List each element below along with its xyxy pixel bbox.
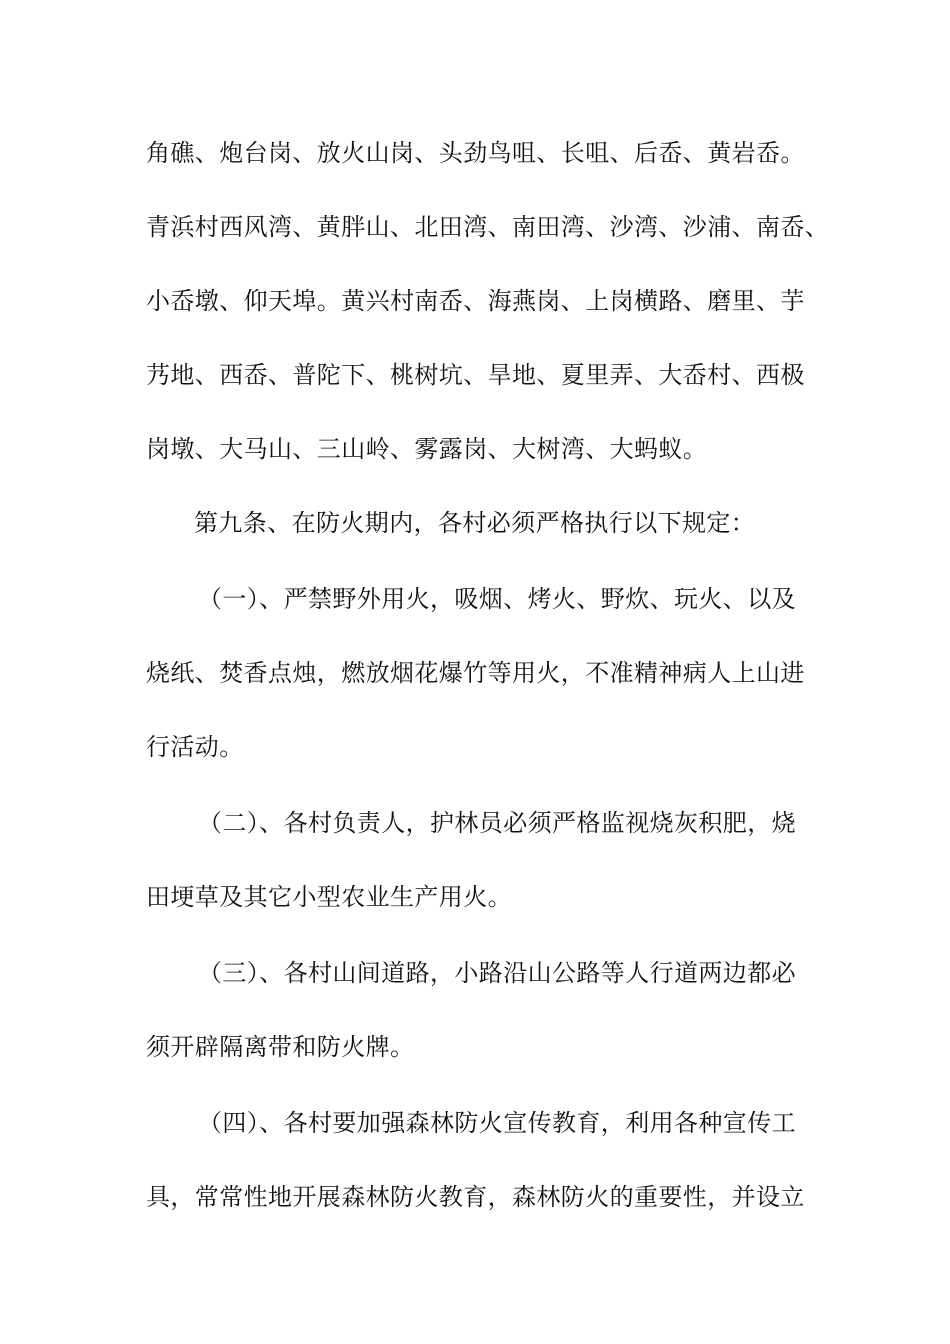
text-line: 小岙墩、仰天埠。黄兴村南岙、海燕岗、上岗横路、磨里、芋 bbox=[146, 287, 805, 315]
text-line: 青浜村西风湾、黄胖山、北田湾、南田湾、沙湾、沙浦、南岙、 bbox=[146, 213, 830, 241]
text-line: 角礁、炮台岗、放火山岗、头劲鸟咀、长咀、后岙、黄岩岙。 bbox=[146, 139, 805, 167]
article-heading: 第九条、在防火期内，各村必须严格执行以下规定： bbox=[194, 509, 756, 537]
text-line: 须开辟隔离带和防火牌。 bbox=[146, 1033, 415, 1061]
clause-2-start: （二）、各村负责人，护林员必须严格监视烧灰积肥，烧 bbox=[198, 809, 796, 837]
clause-4-start: （四）、各村要加强森林防火宣传教育，利用各种宣传工 bbox=[198, 1109, 796, 1137]
text-line: 行活动。 bbox=[146, 733, 244, 761]
clause-3-start: （三）、各村山间道路，小路沿山公路等人行道两边都必 bbox=[198, 959, 796, 987]
text-line: 具，常常性地开展森林防火教育，森林防火的重要性，并设立 bbox=[146, 1183, 805, 1211]
clause-1-start: （一）、严禁野外用火，吸烟、烤火、野炊、玩火、以及 bbox=[198, 585, 796, 613]
text-line: 田埂草及其它小型农业生产用火。 bbox=[146, 883, 512, 911]
text-line: 烧纸、焚香点烛，燃放烟花爆竹等用火，不准精神病人上山进 bbox=[146, 659, 805, 687]
text-line: 岗墩、大马山、三山岭、雾露岗、大树湾、大蚂蚁。 bbox=[146, 435, 708, 463]
text-line: 艿地、西岙、普陀下、桃树坑、旱地、夏里弄、大岙村、西极 bbox=[146, 361, 805, 389]
